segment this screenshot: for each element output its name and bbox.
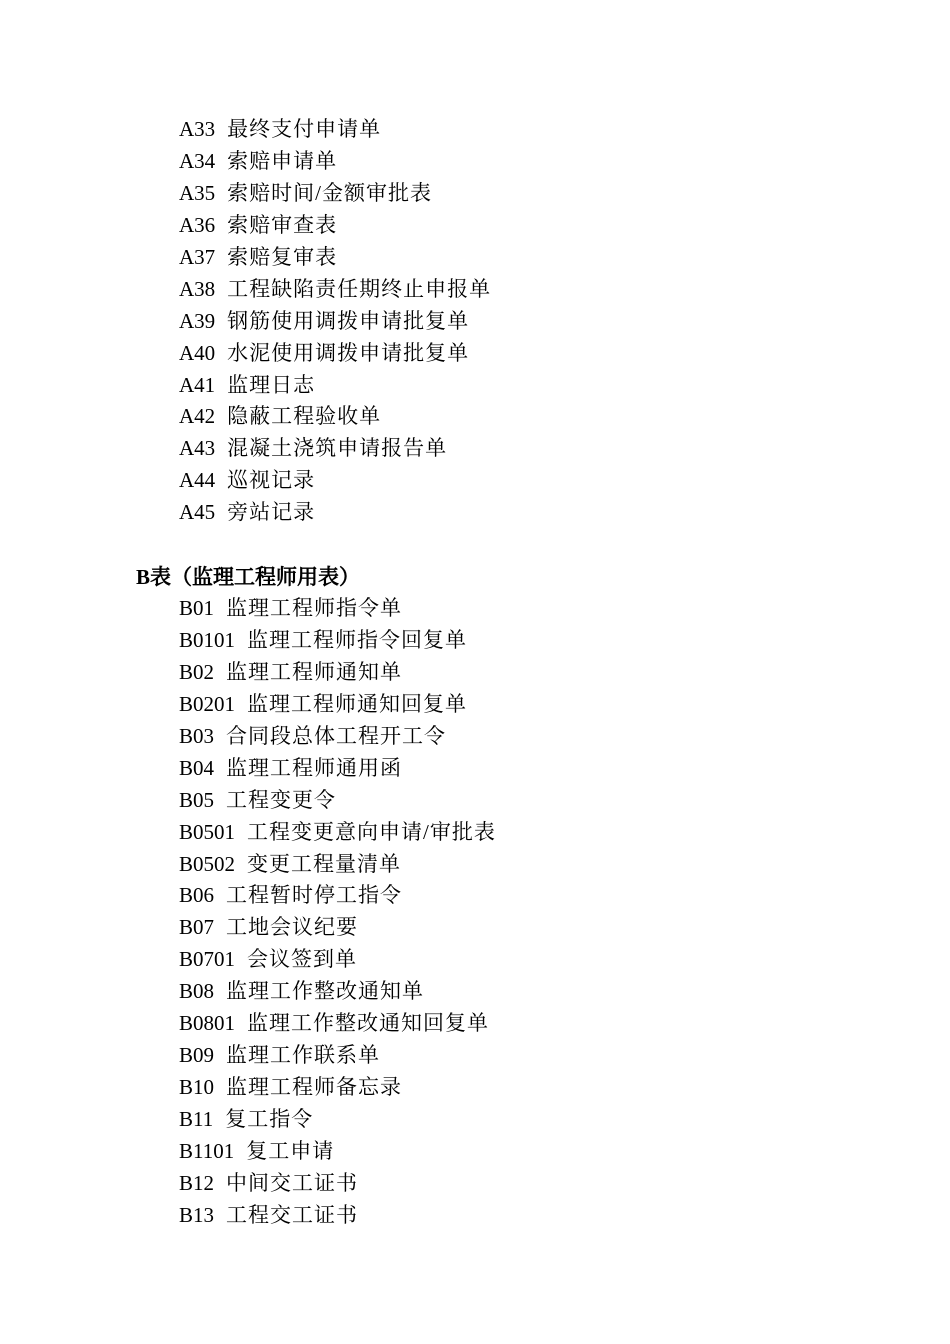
form-code: B0502 <box>179 851 236 876</box>
form-code: A35 <box>179 180 216 205</box>
form-code: B04 <box>179 755 215 780</box>
form-name: 复工指令 <box>225 1107 314 1131</box>
list-item <box>179 274 491 306</box>
list-item <box>179 689 496 721</box>
section-b-heading: B表（监理工程师用表） <box>136 565 361 589</box>
form-code: B06 <box>179 883 215 908</box>
list-item <box>179 114 491 146</box>
list-item <box>179 721 496 753</box>
form-name: 索赔时间/金额审批表 <box>227 180 433 205</box>
form-name: 混凝土浇筑申请报告单 <box>227 436 448 461</box>
form-list-a <box>179 114 491 529</box>
form-code: A45 <box>179 500 216 525</box>
form-name: 旁站记录 <box>227 500 316 525</box>
form-code: B0501 <box>179 819 236 844</box>
form-code: A40 <box>179 340 216 365</box>
form-name: 工程暂时停工指令 <box>226 883 403 908</box>
list-item <box>179 210 491 242</box>
form-code: B11 <box>179 1107 214 1131</box>
form-name: 监理工程师指令回复单 <box>247 627 468 652</box>
list-item <box>179 178 491 210</box>
form-code: A33 <box>179 117 216 141</box>
form-code: A39 <box>179 308 216 333</box>
form-name: 复工申请 <box>246 1138 335 1163</box>
form-name: 水泥使用调拨申请批复单 <box>227 340 470 365</box>
list-item <box>179 625 496 657</box>
form-code: B02 <box>179 659 215 684</box>
form-name: 索赔复审表 <box>227 244 338 269</box>
list-item <box>179 338 491 370</box>
form-list-b <box>179 593 496 1232</box>
form-code: A41 <box>179 372 216 397</box>
list-item <box>179 1136 496 1168</box>
form-code: B03 <box>179 723 215 748</box>
form-name: 中间交工证书 <box>226 1170 359 1195</box>
form-name: 会议签到单 <box>247 947 358 972</box>
list-item <box>179 1072 496 1104</box>
list-item <box>179 401 491 433</box>
form-code: B0101 <box>179 627 236 652</box>
form-name: 最终支付申请单 <box>227 117 382 141</box>
list-item <box>179 1168 496 1200</box>
form-code: A37 <box>179 244 216 269</box>
form-name: 工程变更意向申请/审批表 <box>247 819 496 844</box>
list-item <box>179 1104 496 1136</box>
form-name: 工程缺陷责任期终止申报单 <box>227 276 492 301</box>
list-item <box>179 1008 496 1040</box>
list-item <box>179 465 491 497</box>
form-name: 工程交工证书 <box>226 1202 359 1227</box>
form-name: 隐蔽工程验收单 <box>227 404 382 429</box>
form-code: B13 <box>179 1202 215 1227</box>
form-code: B09 <box>179 1043 215 1068</box>
list-item <box>179 497 491 529</box>
form-name: 监理工作整改通知回复单 <box>247 1011 490 1036</box>
list-item <box>179 753 496 785</box>
form-name: 监理日志 <box>227 372 316 397</box>
list-item <box>179 849 496 881</box>
form-code: A43 <box>179 436 216 461</box>
list-item <box>179 944 496 976</box>
list-item <box>179 657 496 689</box>
form-name: 工地会议纪要 <box>226 915 359 940</box>
form-code: B1101 <box>179 1138 235 1163</box>
form-code: B05 <box>179 787 215 812</box>
form-name: 钢筋使用调拨申请批复单 <box>227 308 470 333</box>
form-name: 监理工程师通用函 <box>226 755 403 780</box>
list-item <box>179 242 491 274</box>
list-item <box>179 912 496 944</box>
list-item <box>179 593 496 625</box>
form-name: 工程变更令 <box>226 787 337 812</box>
form-code: B10 <box>179 1075 215 1100</box>
form-code: B0201 <box>179 691 236 716</box>
form-code: A38 <box>179 276 216 301</box>
form-name: 索赔审查表 <box>227 212 338 237</box>
form-code: B0801 <box>179 1011 236 1036</box>
form-code: B08 <box>179 979 215 1004</box>
form-name: 索赔申请单 <box>227 148 338 173</box>
list-item <box>179 146 491 178</box>
list-item <box>179 817 496 849</box>
list-item <box>179 306 491 338</box>
form-code: B12 <box>179 1170 215 1195</box>
form-name: 监理工程师通知单 <box>226 659 403 684</box>
form-name: 合同段总体工程开工令 <box>226 723 447 748</box>
form-code: A36 <box>179 212 216 237</box>
list-item <box>179 976 496 1008</box>
form-code: B0701 <box>179 947 236 972</box>
form-name: 巡视记录 <box>227 468 316 493</box>
form-name: 监理工程师通知回复单 <box>247 691 468 716</box>
form-code: A34 <box>179 148 216 173</box>
form-name: 监理工作整改通知单 <box>226 979 425 1004</box>
list-item <box>179 1040 496 1072</box>
form-name: 监理工程师备忘录 <box>226 1075 403 1100</box>
form-name: 监理工作联系单 <box>226 1043 381 1068</box>
form-code: A42 <box>179 404 216 429</box>
list-item <box>179 370 491 402</box>
list-item <box>179 785 496 817</box>
list-item <box>179 880 496 912</box>
form-code: B07 <box>179 915 215 940</box>
list-item <box>179 433 491 465</box>
list-item <box>179 1200 496 1232</box>
form-name: 监理工程师指令单 <box>226 596 403 620</box>
form-code: A44 <box>179 468 216 493</box>
form-name: 变更工程量清单 <box>247 851 402 876</box>
form-code: B01 <box>179 596 215 620</box>
